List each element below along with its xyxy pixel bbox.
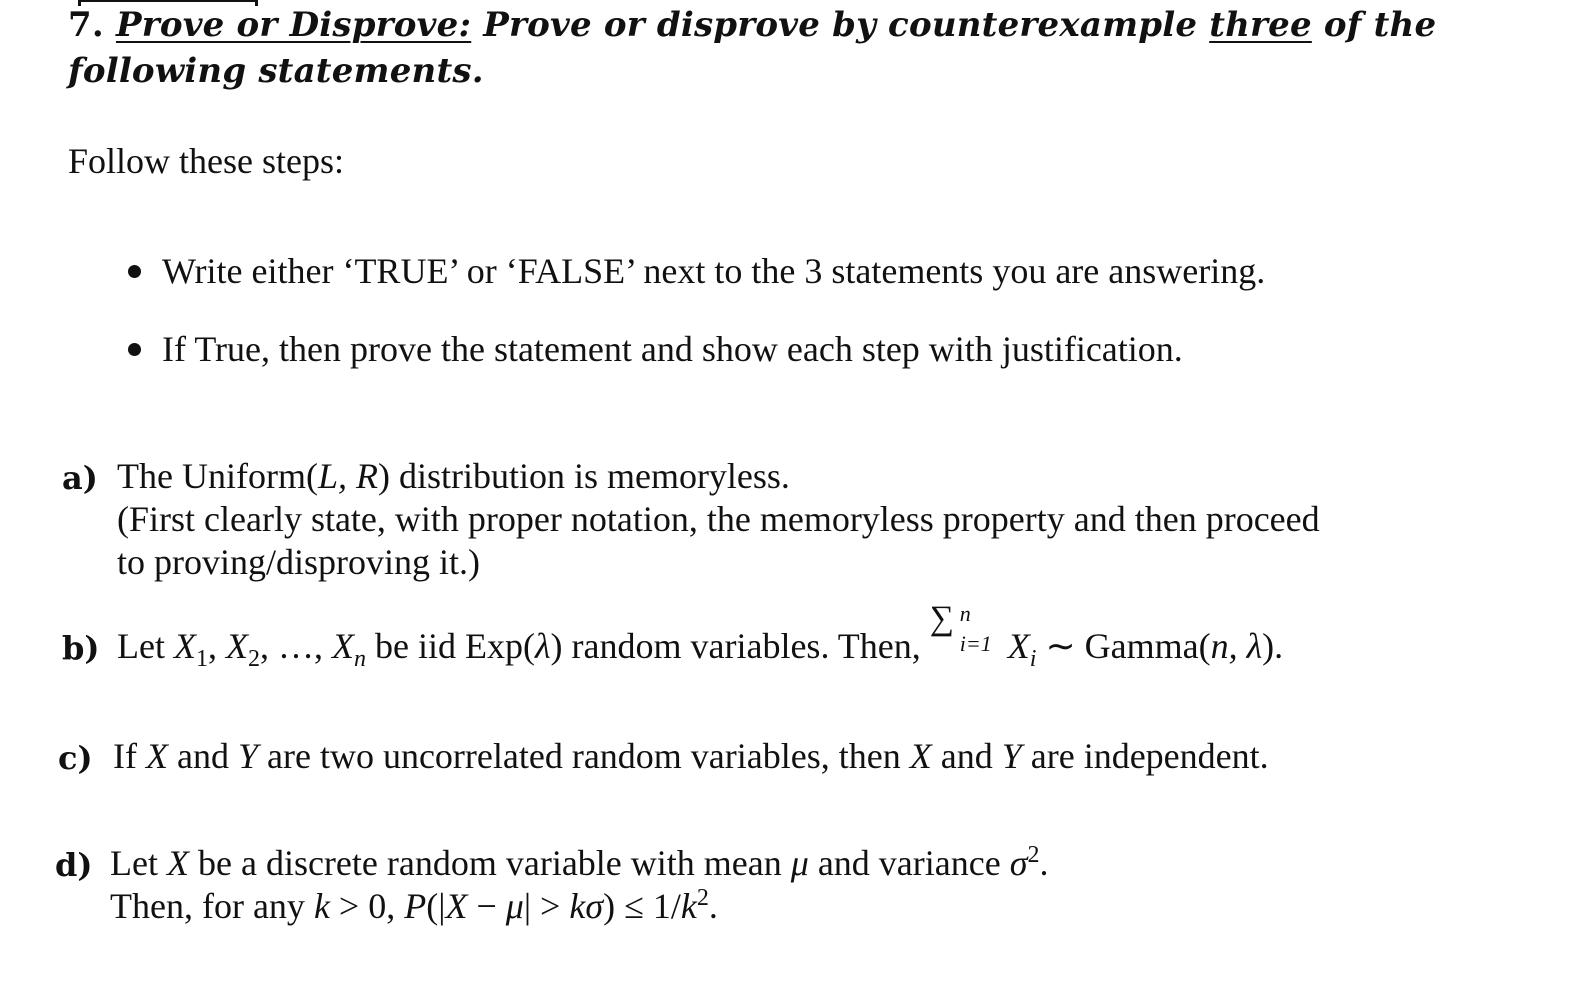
math-var: P bbox=[404, 886, 427, 926]
question-heading-label: Prove or Disprove: bbox=[115, 5, 472, 45]
math-sub: n bbox=[353, 646, 366, 673]
statement-b-text: ). bbox=[1262, 626, 1284, 666]
statement-a-line2: (First clearly state, with proper notation, the memoryless property and then proceed bbox=[117, 499, 1320, 539]
instruction-item bbox=[124, 248, 1265, 326]
math-var: k bbox=[313, 886, 330, 926]
math-args: n, λ bbox=[1210, 626, 1263, 666]
math-var: kσ bbox=[569, 886, 604, 926]
math-var: X bbox=[166, 843, 189, 883]
statement-b-line: Let $X_1$, $X_2$, …, $X_n$ be iid Exp(λ) random variables. Then, ∑ n i=1 $X_i$ ∼ Gamma(n, λ). bbox=[117, 625, 1537, 668]
question-heading bbox=[68, 2, 1548, 94]
statement-a-math: L, R bbox=[317, 456, 378, 496]
math-var: X bbox=[1007, 626, 1030, 666]
math-var: X bbox=[145, 736, 168, 776]
question-text-before: Prove or disprove by counterexample bbox=[483, 5, 1198, 45]
statement-a-text: The Uniform( bbox=[117, 456, 318, 496]
summation bbox=[929, 600, 1008, 658]
statement-b-text: be iid Exp( bbox=[365, 626, 535, 666]
math-sub: 2 bbox=[247, 646, 260, 673]
instruction-text: Write either ‘TRUE’ or ‘FALSE’ next to the 3 statements you are answering. bbox=[162, 251, 1266, 291]
statement-a-body bbox=[117, 455, 1537, 584]
statement-d-text: > 0, bbox=[329, 886, 405, 926]
statement-d-text: be a discrete random variable with mean bbox=[188, 843, 791, 883]
math-op: | > bbox=[523, 886, 570, 926]
statement-d-text: . bbox=[708, 886, 718, 926]
statement-c-text: are two uncorrelated random variables, then bbox=[258, 736, 910, 776]
math-var: X bbox=[173, 626, 196, 666]
math-var: Y bbox=[237, 736, 258, 776]
math-dots: … bbox=[277, 626, 314, 666]
statement-a-label: a) bbox=[62, 459, 98, 497]
math-mu: μ bbox=[505, 886, 524, 926]
bullet-icon bbox=[128, 343, 141, 356]
math-op: (| bbox=[426, 886, 446, 926]
math-var: X bbox=[225, 626, 248, 666]
math-var: k bbox=[680, 886, 697, 926]
sum-lower: i=1 bbox=[959, 631, 992, 656]
math-var: Y bbox=[1001, 736, 1022, 776]
question-line2: following statements. bbox=[68, 51, 484, 91]
sum-upper: n bbox=[959, 601, 971, 626]
math-var: X bbox=[445, 886, 468, 926]
statement-a-line3: to proving/disproving it.) bbox=[117, 542, 480, 582]
bullet-icon bbox=[128, 265, 141, 278]
statement-a-line1 bbox=[117, 455, 1537, 498]
statement-d-line1 bbox=[110, 842, 1530, 885]
statement-d-body bbox=[110, 842, 1530, 928]
statement-d-label: d) bbox=[55, 846, 93, 884]
math-sigma: σ bbox=[1009, 843, 1028, 883]
math-sup: 2 bbox=[696, 885, 709, 911]
math-op: ) ≤ 1/ bbox=[603, 886, 681, 926]
math-lambda: λ bbox=[534, 626, 551, 666]
statement-b-text: ) random variables. Then, bbox=[550, 626, 930, 666]
math-var: X bbox=[909, 736, 932, 776]
math-var: X bbox=[331, 626, 354, 666]
statement-d-line2 bbox=[110, 885, 1530, 928]
math-sub: 1 bbox=[195, 646, 208, 673]
statement-d-text: Then, for any bbox=[110, 886, 314, 926]
math-sub: i bbox=[1029, 646, 1037, 673]
statement-c-text: If bbox=[113, 736, 146, 776]
statement-b-body bbox=[117, 600, 1537, 673]
statement-d-text: Let bbox=[110, 843, 167, 883]
statement-d-text: and variance bbox=[808, 843, 1010, 883]
sum-symbol: ∑ bbox=[929, 600, 955, 637]
statement-c-text: and bbox=[931, 736, 1002, 776]
instructions-intro: Follow these steps: bbox=[68, 141, 344, 181]
instruction-list bbox=[124, 248, 1265, 404]
statement-b-text: Gamma( bbox=[1084, 626, 1211, 666]
statement-b-label: b) bbox=[62, 629, 100, 667]
statement-a-text-post: ) distribution is memoryless. bbox=[377, 456, 790, 496]
question-emphasis: three bbox=[1209, 5, 1312, 45]
statement-c-label: c) bbox=[58, 739, 93, 777]
statement-c-text: and bbox=[167, 736, 238, 776]
statement-c-text: are independent. bbox=[1021, 736, 1269, 776]
question-text-after: of the bbox=[1323, 5, 1437, 45]
math-sim: ∼ bbox=[1036, 626, 1085, 666]
statement-c-line bbox=[113, 735, 1533, 778]
instruction-text: If True, then prove the statement and show each step with justification. bbox=[162, 329, 1183, 369]
statement-c-body bbox=[113, 735, 1533, 778]
math-mu: μ bbox=[790, 843, 809, 883]
math-op: − bbox=[467, 886, 506, 926]
statement-d-text: . bbox=[1039, 843, 1049, 883]
question-number: 7. bbox=[68, 5, 104, 45]
instruction-item bbox=[124, 326, 1265, 404]
statement-b-text: Let bbox=[117, 626, 174, 666]
math-sup: 2 bbox=[1027, 842, 1040, 868]
